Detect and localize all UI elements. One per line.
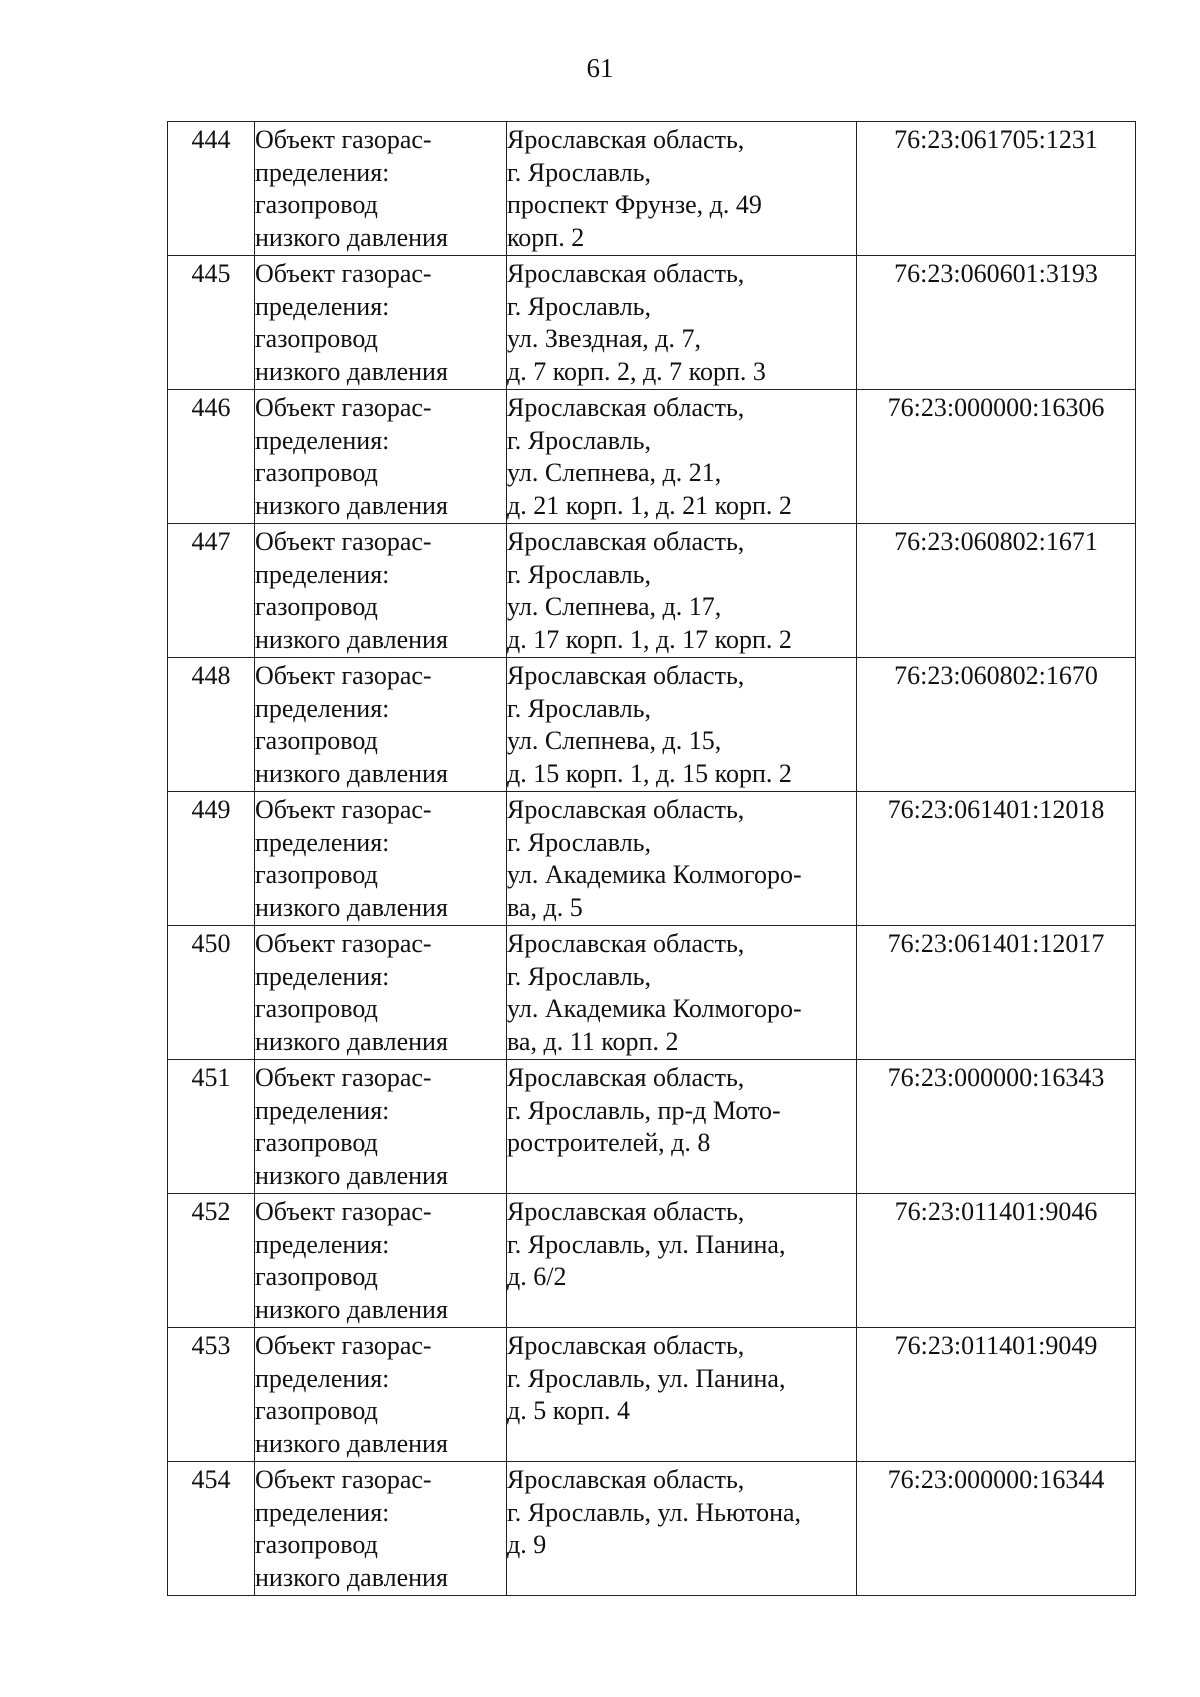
object-name-line: Объект газорас- xyxy=(255,929,432,958)
address-line: проспект Фрунзе, д. 49 xyxy=(507,190,762,219)
object-name-line: газопровод xyxy=(255,1128,378,1157)
object-name-line: Объект газорас- xyxy=(255,393,432,422)
object-name-cell xyxy=(255,524,507,658)
cadastral-number-cell: 76:23:061401:12017 xyxy=(857,926,1136,1060)
address-line: ул. Слепнева, д. 21, xyxy=(507,458,722,487)
address-line: г. Ярославль, ул. Панина, xyxy=(507,1363,786,1393)
object-name-cell xyxy=(255,658,507,792)
object-name-line: низкого давления xyxy=(255,892,448,922)
table-row xyxy=(168,792,1136,926)
address-line: г. Ярославль, xyxy=(507,425,652,455)
address-line: ва, д. 11 корп. 2 xyxy=(507,1026,679,1056)
object-name-line: низкого давления xyxy=(255,222,448,252)
object-name-line: пределения: xyxy=(255,157,390,187)
cadastral-number-cell: 76:23:000000:16306 xyxy=(857,390,1136,524)
cadastral-number-cell: 76:23:060802:1671 xyxy=(857,524,1136,658)
row-number-cell: 448 xyxy=(168,658,255,792)
row-number-cell: 446 xyxy=(168,390,255,524)
address-cell xyxy=(507,1328,857,1462)
object-name-line: пределения: xyxy=(255,291,390,321)
address-line: г. Ярославль, ул. Ньютона, xyxy=(507,1497,802,1527)
object-name-line: пределения: xyxy=(255,1229,390,1259)
cadastral-number-cell: 76:23:011401:9046 xyxy=(857,1194,1136,1328)
object-name-line: газопровод xyxy=(255,190,378,219)
table-row xyxy=(168,1194,1136,1328)
object-name-line: газопровод xyxy=(255,1530,378,1559)
object-name-line: низкого давления xyxy=(255,1294,448,1324)
address-line: Ярославская область, xyxy=(507,929,745,958)
address-line: Ярославская область, xyxy=(507,1197,745,1226)
address-line: Ярославская область, xyxy=(507,393,745,422)
address-line: д. 6/2 xyxy=(507,1262,567,1291)
address-cell xyxy=(507,524,857,658)
address-cell xyxy=(507,1462,857,1596)
table-row xyxy=(168,390,1136,524)
address-line: ул. Слепнева, д. 17, xyxy=(507,592,722,621)
address-line: Ярославская область, xyxy=(507,1063,745,1092)
object-name-cell xyxy=(255,390,507,524)
cadastral-number-cell: 76:23:000000:16343 xyxy=(857,1060,1136,1194)
cadastral-number-cell: 76:23:000000:16344 xyxy=(857,1462,1136,1596)
address-cell xyxy=(507,256,857,390)
object-name-line: Объект газорас- xyxy=(255,527,432,556)
address-line: г. Ярославль, xyxy=(507,827,652,857)
cadastral-number-cell: 76:23:011401:9049 xyxy=(857,1328,1136,1462)
address-line: корп. 2 xyxy=(507,222,585,252)
object-name-line: пределения: xyxy=(255,559,390,589)
object-name-line: газопровод xyxy=(255,1396,378,1425)
address-line: г. Ярославль, xyxy=(507,961,652,991)
address-line: д. 17 корп. 1, д. 17 корп. 2 xyxy=(507,624,792,654)
object-name-line: низкого давления xyxy=(255,1026,448,1056)
table-row xyxy=(168,524,1136,658)
address-line: ва, д. 5 xyxy=(507,892,583,922)
address-line: д. 15 корп. 1, д. 15 корп. 2 xyxy=(507,758,792,788)
object-name-line: пределения: xyxy=(255,827,390,857)
address-line: г. Ярославль, xyxy=(507,291,652,321)
address-line: д. 7 корп. 2, д. 7 корп. 3 xyxy=(507,356,766,386)
object-name-line: Объект газорас- xyxy=(255,1331,432,1360)
row-number-cell: 454 xyxy=(168,1462,255,1596)
object-name-line: газопровод xyxy=(255,592,378,621)
address-line: ул. Академика Колмогоро- xyxy=(507,994,802,1023)
row-number-cell: 450 xyxy=(168,926,255,1060)
object-name-cell xyxy=(255,1060,507,1194)
object-name-line: низкого давления xyxy=(255,356,448,386)
page-number: 61 xyxy=(586,53,614,83)
object-name-line: Объект газорас- xyxy=(255,795,432,824)
object-name-line: газопровод xyxy=(255,324,378,353)
address-line: Ярославская область, xyxy=(507,1331,745,1360)
address-line: ул. Слепнева, д. 15, xyxy=(507,726,722,755)
registry-table-body xyxy=(168,122,1136,1596)
address-line: д. 21 корп. 1, д. 21 корп. 2 xyxy=(507,490,792,520)
object-name-cell xyxy=(255,1462,507,1596)
object-name-line: пределения: xyxy=(255,1095,390,1125)
table-row xyxy=(168,926,1136,1060)
address-line: Ярославская область, xyxy=(507,527,745,556)
table-row xyxy=(168,1060,1136,1194)
address-line: ул. Звездная, д. 7, xyxy=(507,324,702,353)
address-line: Ярославская область, xyxy=(507,1465,745,1494)
address-line: г. Ярославль, ул. Панина, xyxy=(507,1229,786,1259)
object-name-cell xyxy=(255,1328,507,1462)
object-name-line: пределения: xyxy=(255,1497,390,1527)
row-number-cell: 453 xyxy=(168,1328,255,1462)
object-name-cell xyxy=(255,256,507,390)
address-cell xyxy=(507,390,857,524)
object-name-line: газопровод xyxy=(255,458,378,487)
address-cell xyxy=(507,658,857,792)
address-line: Ярославская область, xyxy=(507,661,745,690)
object-name-line: пределения: xyxy=(255,425,390,455)
object-name-cell xyxy=(255,122,507,256)
address-line: Ярославская область, xyxy=(507,259,745,288)
object-name-cell xyxy=(255,792,507,926)
object-name-line: низкого давления xyxy=(255,1160,448,1190)
address-cell xyxy=(507,792,857,926)
object-name-line: Объект газорас- xyxy=(255,1465,432,1494)
cadastral-number-cell: 76:23:060802:1670 xyxy=(857,658,1136,792)
address-line: г. Ярославль, пр-д Мото- xyxy=(507,1095,781,1125)
address-line: г. Ярославль, xyxy=(507,693,652,723)
row-number-cell: 445 xyxy=(168,256,255,390)
address-line: д. 5 корп. 4 xyxy=(507,1396,630,1425)
address-line: д. 9 xyxy=(507,1530,547,1559)
object-name-line: Объект газорас- xyxy=(255,661,432,690)
address-line: г. Ярославль, xyxy=(507,559,652,589)
row-number-cell: 452 xyxy=(168,1194,255,1328)
row-number-cell: 444 xyxy=(168,122,255,256)
object-name-line: газопровод xyxy=(255,726,378,755)
object-name-line: пределения: xyxy=(255,693,390,723)
table-row xyxy=(168,658,1136,792)
object-name-line: Объект газорас- xyxy=(255,1197,432,1226)
cadastral-number-cell: 76:23:061705:1231 xyxy=(857,122,1136,256)
registry-table xyxy=(167,121,1136,1596)
address-line: Ярославская область, xyxy=(507,795,745,824)
object-name-line: Объект газорас- xyxy=(255,1063,432,1092)
object-name-line: Объект газорас- xyxy=(255,125,432,154)
address-cell xyxy=(507,1194,857,1328)
table-row xyxy=(168,1328,1136,1462)
row-number-cell: 449 xyxy=(168,792,255,926)
object-name-line: низкого давления xyxy=(255,1428,448,1458)
object-name-line: Объект газорас- xyxy=(255,259,432,288)
object-name-line: газопровод xyxy=(255,1262,378,1291)
address-line: ростроителей, д. 8 xyxy=(507,1128,711,1157)
table-row xyxy=(168,1462,1136,1596)
row-number-cell: 451 xyxy=(168,1060,255,1194)
object-name-line: газопровод xyxy=(255,994,378,1023)
cadastral-number-cell: 76:23:060601:3193 xyxy=(857,256,1136,390)
object-name-line: низкого давления xyxy=(255,490,448,520)
object-name-line: пределения: xyxy=(255,961,390,991)
address-cell xyxy=(507,1060,857,1194)
address-line: г. Ярославль, xyxy=(507,157,652,187)
row-number-cell: 447 xyxy=(168,524,255,658)
table-row xyxy=(168,256,1136,390)
address-cell xyxy=(507,122,857,256)
object-name-line: газопровод xyxy=(255,860,378,889)
object-name-line: низкого давления xyxy=(255,758,448,788)
object-name-line: пределения: xyxy=(255,1363,390,1393)
object-name-cell xyxy=(255,1194,507,1328)
address-cell xyxy=(507,926,857,1060)
object-name-line: низкого давления xyxy=(255,1562,448,1592)
table-row xyxy=(168,122,1136,256)
cadastral-number-cell: 76:23:061401:12018 xyxy=(857,792,1136,926)
address-line: ул. Академика Колмогоро- xyxy=(507,860,802,889)
object-name-line: низкого давления xyxy=(255,624,448,654)
address-line: Ярославская область, xyxy=(507,125,745,154)
object-name-cell xyxy=(255,926,507,1060)
